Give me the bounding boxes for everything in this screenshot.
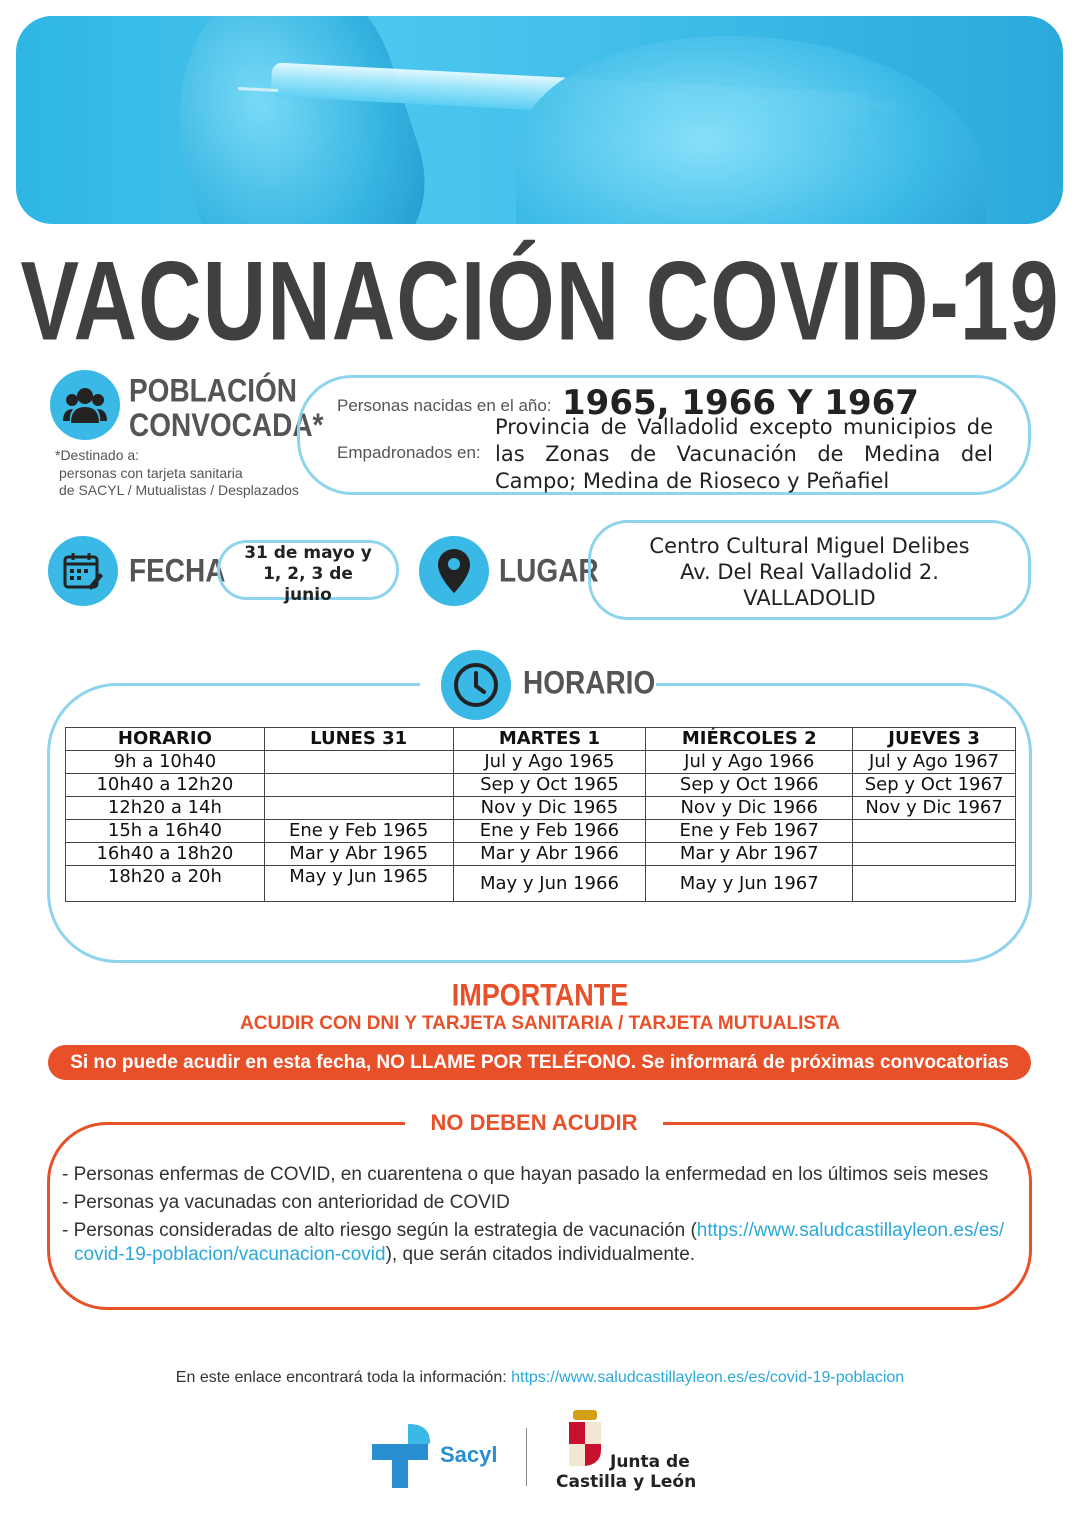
page-title: VACUNACIÓN COVID-19	[20, 237, 1060, 364]
table-cell: Ene y Feb 1966	[453, 820, 646, 843]
importante-subtitle: ACUDIR CON DNI Y TARJETA SANITARIA / TARJETA MUTUALISTA	[240, 1013, 840, 1034]
nacidos-label: Personas nacidas en el año:	[337, 396, 552, 415]
column-header: HORARIO	[66, 728, 265, 751]
table-cell: Ene y Feb 1967	[646, 820, 853, 843]
calendar-icon	[48, 536, 118, 606]
poblacion-heading: POBLACIÓN CONVOCADA*	[129, 372, 324, 443]
footer-info: En este enlace encontrará toda la información: https://www.saludcastillayleon.es/es/covid-19-poblacion	[175, 1369, 905, 1386]
table-cell: May y Jun 1965	[264, 866, 453, 902]
no-deben-item: - Personas ya vacunadas con anterioridad de COVID	[62, 1192, 510, 1213]
empadronados-text: Provincia de Valladolid excepto municipios de las Zonas de Vacunación de Medina del Campo; Medina de Rioseco y Peñafiel	[495, 415, 993, 493]
sacyl-logo-text: Sacyl	[440, 1442, 498, 1467]
table-cell: Sep y Oct 1965	[453, 774, 646, 797]
table-row	[66, 774, 1016, 797]
table-cell: Nov y Dic 1967	[853, 797, 1016, 820]
people-icon	[50, 370, 120, 440]
table-row	[66, 751, 1016, 774]
table-cell: Mar y Abr 1967	[646, 843, 853, 866]
table-cell: Ene y Feb 1965	[264, 820, 453, 843]
footer-link[interactable]: https://www.saludcastillayleon.es/es/covid-19-poblacion	[511, 1369, 905, 1386]
table-cell: 18h20 a 20h	[66, 866, 265, 902]
hero-vaccine-image	[16, 16, 1063, 224]
table-cell	[853, 866, 1016, 902]
column-header: MIÉRCOLES 2	[646, 728, 853, 751]
birth-years: 1965, 1966 Y 1967	[562, 383, 919, 423]
clock-icon	[441, 650, 511, 720]
table-cell: Mar y Abr 1966	[453, 843, 646, 866]
poblacion-note-label: *Destinado a:	[55, 447, 140, 463]
table-row	[66, 843, 1016, 866]
lugar-address: Centro Cultural Miguel Delibes Av. Del Real Valladolid 2. VALLADOLID	[588, 520, 1031, 620]
horario-label: HORARIO	[523, 664, 656, 701]
no-deben-item: - Personas consideradas de alto riesgo según la estrategia de vacunación (https://www.saludcastillayleon.es/es/ covid-19-poblacion/vacunacion-covid), que serán citados individualmente.	[62, 1220, 1005, 1265]
table-cell: Jul y Ago 1966	[646, 751, 853, 774]
no-deben-item: - Personas enfermas de COVID, en cuarentena o que hayan pasado la enfermedad en los últimos seis meses	[62, 1164, 989, 1185]
table-cell	[853, 843, 1016, 866]
column-header: JUEVES 3	[853, 728, 1016, 751]
table-cell: 15h a 16h40	[66, 820, 265, 843]
table-cell	[853, 820, 1016, 843]
logo-divider	[526, 1428, 527, 1486]
table-cell: Nov y Dic 1966	[646, 797, 853, 820]
lugar-label: LUGAR	[499, 552, 599, 589]
table-cell: Nov y Dic 1965	[453, 797, 646, 820]
table-cell: 16h40 a 18h20	[66, 843, 265, 866]
importante-title: IMPORTANTE	[451, 978, 629, 1013]
table-cell: 10h40 a 12h20	[66, 774, 265, 797]
table-cell: Mar y Abr 1965	[264, 843, 453, 866]
table-cell	[264, 751, 453, 774]
table-row	[66, 797, 1016, 820]
table-cell: Jul y Ago 1965	[453, 751, 646, 774]
warning-banner: Si no puede acudir en esta fecha, NO LLAME POR TELÉFONO. Se informará de próximas convocatorias	[48, 1045, 1031, 1080]
junta-logo-text: Junta de	[610, 1452, 690, 1472]
fecha-label: FECHA	[129, 552, 226, 589]
table-row	[66, 820, 1016, 843]
table-cell: Jul y Ago 1967	[853, 751, 1016, 774]
sacyl-logo-icon	[372, 1422, 442, 1488]
table-cell	[264, 774, 453, 797]
location-pin-icon	[419, 536, 489, 606]
schedule-table	[65, 727, 1016, 902]
no-deben-title: NO DEBEN ACUDIR	[430, 1110, 638, 1135]
vacunacion-link-cont[interactable]: covid-19-poblacion/vacunacion-covid	[74, 1244, 386, 1265]
table-cell	[264, 797, 453, 820]
table-cell: Sep y Oct 1967	[853, 774, 1016, 797]
table-row	[66, 866, 1016, 902]
column-header: LUNES 31	[264, 728, 453, 751]
table-cell: 9h a 10h40	[66, 751, 265, 774]
table-cell: Sep y Oct 1966	[646, 774, 853, 797]
fecha-value: 31 de mayo y 1, 2, 3 de junio	[217, 540, 399, 600]
table-header-row	[66, 728, 1016, 751]
table-cell: May y Jun 1967	[646, 866, 853, 902]
poblacion-note: personas con tarjeta sanitaria de SACYL / Mutualistas / Desplazados	[59, 465, 299, 498]
no-deben-frame	[47, 1122, 1032, 1310]
vacunacion-link[interactable]: https://www.saludcastillayleon.es/es/	[696, 1220, 1005, 1241]
column-header: MARTES 1	[453, 728, 646, 751]
table-cell: 12h20 a 14h	[66, 797, 265, 820]
junta-shield-icon	[565, 1410, 605, 1466]
junta-logo-text: Castilla y León	[556, 1472, 697, 1492]
empadronados-label: Empadronados en:	[337, 443, 481, 462]
table-cell: May y Jun 1966	[453, 866, 646, 902]
